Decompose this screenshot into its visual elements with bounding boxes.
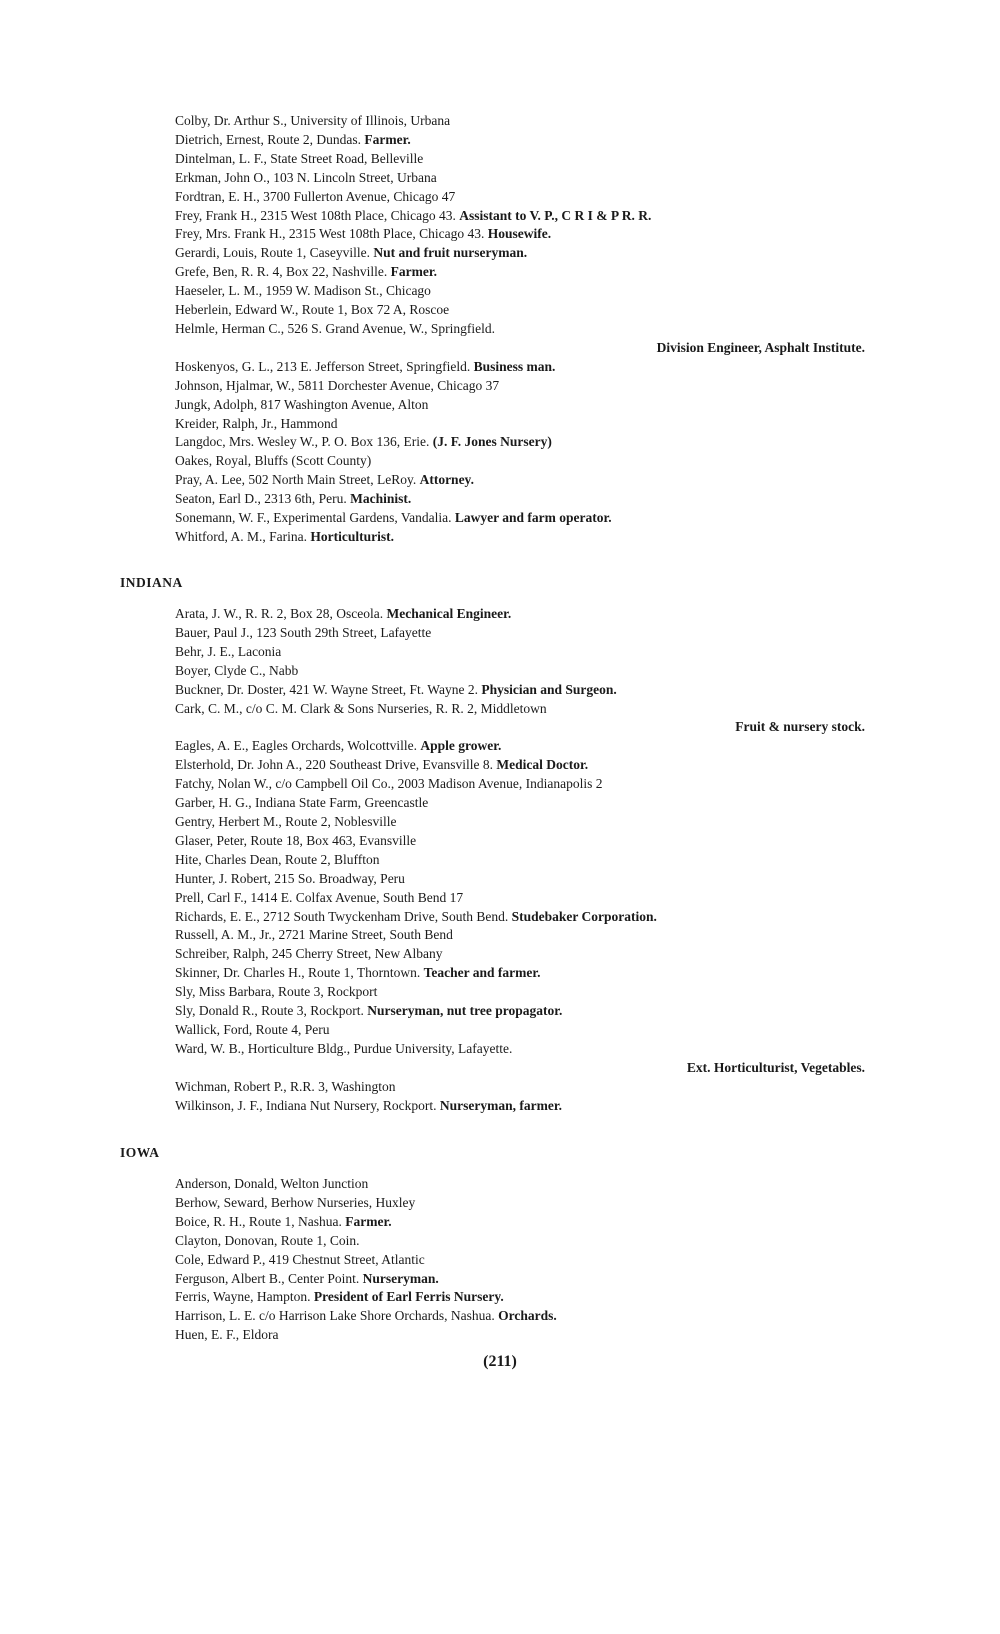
directory-entry [120,851,860,870]
entry-text: Pray, A. Lee, 502 North Main Street, LeRoy. [175,472,417,488]
entry-text: Richards, E. E., 2712 South Twyckenham Drive, South Bend. [175,908,509,924]
directory-entry [120,1307,860,1326]
entry-occupation: Farmer. [390,264,437,280]
entry-occupation: Nut and fruit nurseryman. [373,245,528,261]
indiana-heading: INDIANA [120,575,183,590]
directory-entry [120,643,860,662]
directory-entry [120,1326,860,1345]
entry-text: Fordtran, E. H., 3700 Fullerton Avenue, Chicago 47 [175,188,456,204]
directory-entry [120,1194,860,1213]
illinois-entries [120,112,865,547]
entry-text: Arata, J. W., R. R. 2, Box 28, Osceola. [175,606,384,621]
entry-text: Grefe, Ben, R. R. 4, Box 22, Nashville. [175,264,388,280]
entry-text: Bauer, Paul J., 123 South 29th Street, Lafayette [175,624,432,640]
entry-occupation: Attorney. [419,472,474,488]
directory-entry [120,889,860,908]
entry-text: Harrison, L. E. c/o Harrison Lake Shore Orchards, Nashua. [175,1308,495,1324]
directory-entry [120,794,860,813]
entry-text: Dintelman, L. F., State Street Road, Belleville [175,150,424,166]
entry-text: Boice, R. H., Route 1, Nashua. [175,1213,342,1229]
entry-text: Glaser, Peter, Route 18, Box 463, Evansville [175,832,417,848]
entry-text: Clayton, Donovan, Route 1, Coin. [175,1232,360,1248]
directory-entry [120,700,865,738]
entry-occupation: Physician and Surgeon. [481,681,617,697]
entry-occupation: President of Earl Ferris Nursery. [313,1289,504,1305]
directory-entry [120,169,860,188]
entry-text: Erkman, John O., 103 N. Lincoln Street, Urbana [175,169,437,185]
directory-entry [120,1002,860,1021]
entry-occupation: Housewife. [487,226,552,242]
directory-entry [120,263,860,282]
directory-entry [120,1040,865,1078]
entry-text: Prell, Carl F., 1414 E. Colfax Avenue, South Bend 17 [175,889,464,905]
entry-text: Ward, W. B., Horticulture Bldg., Purdue University, Lafayette. [175,1040,513,1056]
entry-text: Garber, H. G., Indiana State Farm, Greencastle [175,795,429,811]
entry-occupation: Teacher and farmer. [423,965,541,981]
entry-occupation: Business man. [473,358,556,374]
entry-occupation: Mechanical Engineer. [386,606,512,621]
directory-entry [120,188,860,207]
entry-text: Fatchy, Nolan W., c/o Campbell Oil Co., 2003 Madison Avenue, Indianapolis 2 [175,776,603,792]
entry-occupation: Studebaker Corporation. [511,908,657,924]
entry-text: Oakes, Royal, Bluffs (Scott County) [175,453,372,469]
entry-text: Gerardi, Louis, Route 1, Caseyville. [175,245,370,261]
directory-entry [120,452,860,471]
directory-entry [120,490,860,509]
iowa-section [120,1144,860,1345]
entry-text: Anderson, Donald, Welton Junction [175,1176,369,1191]
directory-entry [120,775,860,794]
directory-entry [120,244,860,263]
directory-entry [120,396,860,415]
entry-text: Berhow, Seward, Berhow Nurseries, Huxley [175,1194,416,1210]
directory-entry [120,908,860,927]
directory-entry [120,282,860,301]
directory-entry [120,870,860,889]
entry-occupation-continued: Fruit & nursery stock. [735,719,865,735]
entry-text: Helmle, Herman C., 526 S. Grand Avenue, W., Springfield. [175,320,495,336]
directory-entry [120,377,860,396]
directory-entry [120,945,860,964]
entry-text: Haeseler, L. M., 1959 W. Madison St., Chicago [175,283,431,299]
directory-entry [120,662,860,681]
entry-occupation: Farmer. [345,1213,392,1229]
entry-text: Wilkinson, J. F., Indiana Nut Nursery, Rockport. [175,1097,437,1113]
entry-text: Wichman, Robert P., R.R. 3, Washington [175,1078,396,1094]
entry-occupation: Orchards. [498,1308,557,1324]
directory-entry [120,1288,860,1307]
entry-text: Huen, E. F., Eldora [175,1327,279,1343]
directory-entry [120,207,860,226]
entry-text: Hunter, J. Robert, 215 So. Broadway, Peru [175,870,405,886]
entry-text: Frey, Frank H., 2315 West 108th Place, Chicago 43. [175,207,456,223]
entry-text: Frey, Mrs. Frank H., 2315 West 108th Place, Chicago 43. [175,226,485,242]
illinois-section [120,112,865,547]
entry-text: Skinner, Dr. Charles H., Route 1, Thorntown. [175,965,421,981]
entry-occupation: Horticulturist. [310,528,394,544]
directory-entry [120,320,865,358]
directory-entry [120,509,860,528]
entry-occupation: Farmer. [364,131,411,147]
entry-text: Heberlein, Edward W., Route 1, Box 72 A, Roscoe [175,302,450,318]
entry-occupation: Nurseryman, nut tree propagator. [367,1003,563,1019]
entry-text: Sonemann, W. F., Experimental Gardens, Vandalia. [175,510,452,526]
entry-text: Wallick, Ford, Route 4, Peru [175,1021,330,1037]
entry-text: Boyer, Clyde C., Nabb [175,662,299,678]
entry-text: Gentry, Herbert M., Route 2, Noblesville [175,813,397,829]
directory-entry [120,1232,860,1251]
indiana-entries [120,605,865,1115]
entry-text: Seaton, Earl D., 2313 6th, Peru. [175,491,347,507]
entry-text: Cark, C. M., c/o C. M. Clark & Sons Nurseries, R. R. 2, Middletown [175,700,547,716]
page-number: (211) [483,1353,517,1370]
directory-entry [120,358,860,377]
directory-entry [120,964,860,983]
entry-occupation: Assistant to V. P., C R I & P R. R. [459,207,652,223]
entry-occupation: Nurseryman. [362,1270,439,1286]
entry-text: Ferguson, Albert B., Center Point. [175,1270,360,1286]
directory-entry [120,1097,860,1116]
directory-entry [120,737,860,756]
entry-text: Sly, Miss Barbara, Route 3, Rockport [175,984,378,1000]
directory-entry [120,112,860,131]
directory-entry [120,131,860,150]
directory-entry [120,813,860,832]
entry-text: Colby, Dr. Arthur S., University of Illinois, Urbana [175,113,451,128]
entry-text: Elsterhold, Dr. John A., 220 Southeast Drive, Evansville 8. [175,757,493,773]
entry-occupation: Machinist. [350,491,412,507]
entry-text: Russell, A. M., Jr., 2721 Marine Street, South Bend [175,927,453,943]
directory-entry [120,624,860,643]
entry-text: Eagles, A. E., Eagles Orchards, Wolcottville. [175,738,417,754]
directory-entry [120,1078,860,1097]
entry-text: Ferris, Wayne, Hampton. [175,1289,311,1305]
entry-occupation: Apple grower. [420,738,502,754]
entry-text: Kreider, Ralph, Jr., Hammond [175,415,338,431]
entry-text: Johnson, Hjalmar, W., 5811 Dorchester Avenue, Chicago 37 [175,377,500,393]
directory-entry [120,983,860,1002]
entry-occupation: Lawyer and farm operator. [454,510,612,526]
directory-entry [120,1251,860,1270]
entry-occupation: Medical Doctor. [496,757,589,773]
directory-entry [120,528,860,547]
directory-entry [120,433,860,452]
entry-occupation-continued: Ext. Horticulturist, Vegetables. [686,1059,865,1075]
entry-text: Hite, Charles Dean, Route 2, Bluffton [175,851,380,867]
entry-occupation: Nurseryman, farmer. [439,1097,562,1113]
directory-entry [120,1213,860,1232]
entry-text: Dietrich, Ernest, Route 2, Dundas. [175,131,361,147]
entry-text: Cole, Edward P., 419 Chestnut Street, Atlantic [175,1251,425,1267]
directory-entry [120,926,860,945]
entry-text: Langdoc, Mrs. Wesley W., P. O. Box 136, Erie. [175,434,430,450]
iowa-heading: IOWA [120,1145,160,1160]
entry-text: Jungk, Adolph, 817 Washington Avenue, Alton [175,396,429,412]
directory-entry [120,150,860,169]
directory-entry [120,1270,860,1289]
directory-entry [120,756,860,775]
directory-entry [120,605,860,624]
indiana-section [120,574,865,1115]
directory-entry [120,1175,860,1194]
directory-entry [120,681,860,700]
entry-text: Sly, Donald R., Route 3, Rockport. [175,1003,364,1019]
entry-text: Whitford, A. M., Farina. [175,528,307,544]
directory-entry [120,1021,860,1040]
entry-occupation-continued: Division Engineer, Asphalt Institute. [656,339,865,355]
directory-entry [120,415,860,434]
entry-text: Schreiber, Ralph, 245 Cherry Street, New Albany [175,946,443,962]
directory-entry [120,225,860,244]
directory-entry [120,471,860,490]
iowa-entries [120,1175,860,1345]
entry-occupation: (J. F. Jones Nursery) [432,434,552,450]
entry-text: Hoskenyos, G. L., 213 E. Jefferson Street, Springfield. [175,358,471,374]
directory-entry [120,832,860,851]
directory-entry [120,301,860,320]
entry-text: Behr, J. E., Laconia [175,643,282,659]
entry-text: Buckner, Dr. Doster, 421 W. Wayne Street, Ft. Wayne 2. [175,681,478,697]
